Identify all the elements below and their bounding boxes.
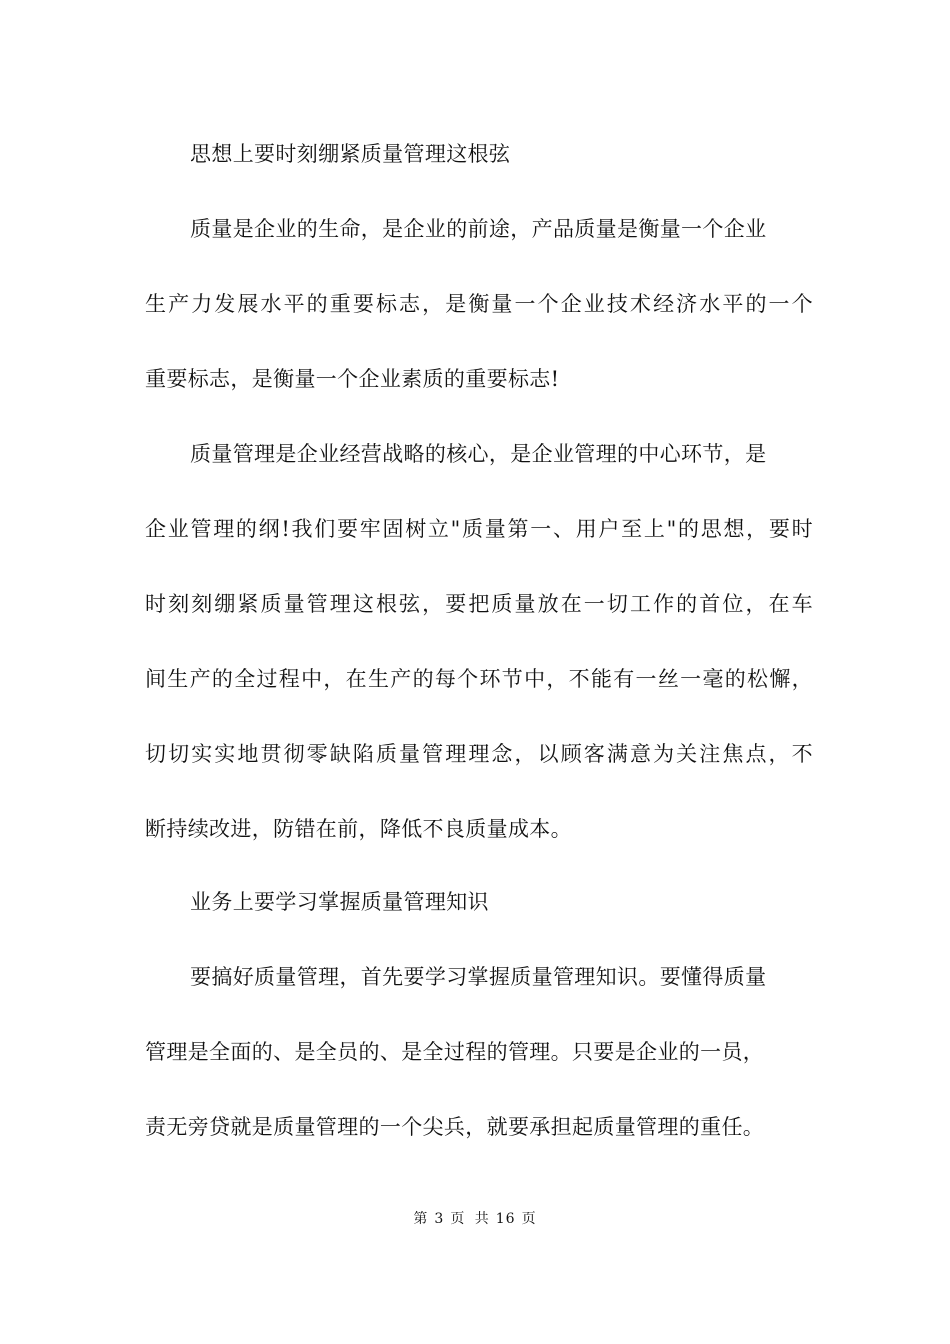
heading-thought: 思想上要时刻绷紧质量管理这根弦 [190,142,511,166]
paragraph-line: 重要标志，是衡量一个企业素质的重要标志! [145,367,560,391]
paragraph-line: 断持续改进，防错在前，降低不良质量成本。 [145,817,572,841]
paragraph-line: 要搞好质量管理，首先要学习掌握质量管理知识。要懂得质量 [190,965,767,989]
paragraph-line: 生产力发展水平的重要标志，是衡量一个企业技术经济水平的一个 [145,292,813,316]
heading-business: 业务上要学习掌握质量管理知识 [190,890,489,914]
paragraph-line: 间生产的全过程中，在生产的每个环节中，不能有一丝一毫的松懈， [145,667,813,691]
paragraph-line: 责无旁贷就是质量管理的一个尖兵，就要承担起质量管理的重任。 [145,1115,765,1139]
footer-mid: 页 共 [450,1211,490,1227]
footer-current-page: 3 [434,1211,445,1227]
paragraph-line: 时刻刻绷紧质量管理这根弦，要把质量放在一切工作的首位，在车 [145,592,813,616]
paragraph-line: 质量是企业的生命，是企业的前途，产品质量是衡量一个企业 [190,217,767,241]
paragraph-line: 管理是全面的、是全员的、是全过程的管理。只要是企业的一员， [145,1040,765,1064]
paragraph-line: 质量管理是企业经营战略的核心，是企业管理的中心环节，是 [190,442,767,466]
footer-total-pages: 16 [495,1211,516,1227]
footer-prefix: 第 [413,1211,429,1227]
paragraph-line: 切切实实地贯彻零缺陷质量管理理念，以顾客满意为关注焦点，不 [145,742,813,766]
paragraph-line: 企业管理的纲!我们要牢固树立"质量第一、用户至上"的思想，要时 [145,517,813,541]
footer-suffix: 页 [521,1211,537,1227]
page-footer [0,1208,950,1228]
